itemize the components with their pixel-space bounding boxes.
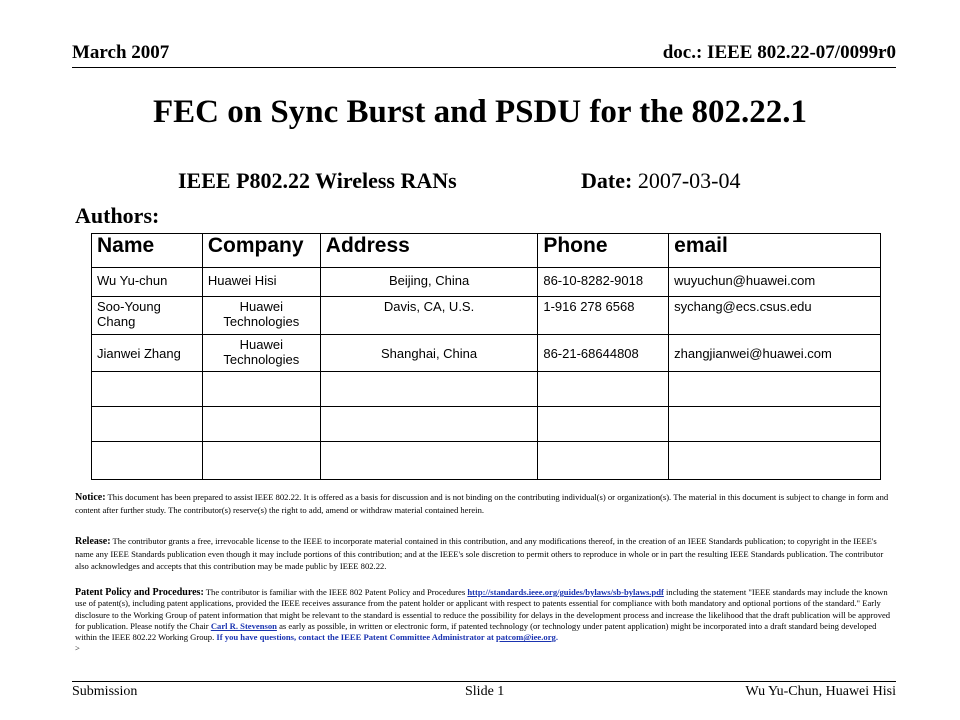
notice-label: Notice: [75,492,106,503]
policy-contact-text: If you have questions, contact the IEEE Patent Committee Administrator at [216,632,494,643]
col-header-company: Company [202,234,320,268]
policy-end: . [555,632,558,643]
authors-table-header [92,234,881,268]
author-company: Huawei Hisi [202,268,320,297]
date-value: 2007-03-04 [637,168,741,193]
chair-link[interactable]: Carl R. Stevenson [210,620,277,631]
col-header-phone: Phone [538,234,669,268]
author-email: wuyuchun@huawei.com [669,268,881,297]
date-field [581,168,740,194]
table-row-empty [92,372,881,407]
footer-submission: Submission [72,684,138,699]
author-address: Beijing, China [320,268,538,297]
footer-author: Wu Yu-Chun, Huawei Hisi [745,684,896,699]
table-row [92,268,881,297]
col-header-email: email [669,234,881,268]
release-label: Release: [75,536,111,547]
table-row-empty [92,407,881,442]
policy-text-2: including the statement "IEEE standards may include the known use of patent(s), including patent applications, provided the IEEE receives assurance from the patent holder or applicant with respect to patents essential for compliance with both mandatory and optional portions of the standard." Early disclosure to the Working Group of patent information that might be relevant to the standard is essential to reduce the possibility for delays in the development process and increase the likelihood that the draft publication will be approved for publication. Please notify the Chair [75,587,891,631]
author-address: Shanghai, China [320,335,538,372]
col-header-name: Name [92,234,203,268]
working-group: IEEE P802.22 Wireless RANs [178,168,457,193]
author-email: sychang@ecs.csus.edu [669,297,881,335]
policy-text-3: as early as possible, in written or electronic form, if patented technology (or technology under patent application) might be incorporated into a draft standard being developed within the IEEE 802.22 Working Group. [75,620,877,643]
authors-table [91,233,881,480]
author-name: Wu Yu-chun [92,268,203,297]
author-name: Soo-Young Chang [92,297,203,335]
table-row [92,297,881,335]
release-paragraph [75,535,895,572]
notice-paragraph [75,491,895,516]
author-name: Jianwei Zhang [92,335,203,372]
policy-label: Patent Policy and Procedures: [75,587,204,598]
date-label: Date: [581,168,633,193]
author-phone: 86-10-8282-9018 [538,268,669,297]
col-header-address: Address [320,234,538,268]
notice-text: This document has been prepared to assist IEEE 802.22. It is offered as a basis for discussion and is not binding on the contributing individual(s) or organization(s). The material in this document is subject to change in form and content after further study. The contributor(s) reserve(s) the right to add, amend or withdraw material contained herein. [75,492,889,515]
author-phone: 86-21-68644808 [538,335,669,372]
release-text: The contributor grants a free, irrevocable license to the IEEE to incorporate material contained in this contribution, and any modifications thereof, in the creation of an IEEE Standards publication; to copyright in the IEEE's name any IEEE Standards publication even though it may include portions of this contribution; and at the IEEE's sole discretion to permit others to reproduce in whole or in part the resulting IEEE Standards publication. The contributor also acknowledges and accepts that this contribution may be made public by IEEE 802.22. [75,536,884,571]
footer-slide-number: Slide 1 [465,684,505,699]
patcom-email-link[interactable]: patcom@iee.org [496,632,556,643]
header-doc-id: doc.: IEEE 802.22-07/0099r0 [662,42,896,63]
table-row [92,335,881,372]
bylaws-link[interactable]: http://standards.ieee.org/guides/bylaws/sb-bylaws.pdf [467,587,664,597]
policy-tail: > [75,643,80,654]
slide-title: FEC on Sync Burst and PSDU for the 802.22.1 [153,94,807,130]
patent-policy-paragraph [75,587,895,655]
author-phone: 1-916 278 6568 [538,297,669,335]
author-email: zhangjianwei@huawei.com [669,335,881,372]
footer-divider [72,681,896,682]
authors-label: Authors: [75,203,160,228]
author-company: Huawei Technologies [202,297,320,335]
author-company: Huawei Technologies [202,335,320,372]
header-date: March 2007 [72,42,170,63]
header-divider [72,67,896,68]
author-address: Davis, CA, U.S. [320,297,538,335]
policy-text-1: The contributor is familiar with the IEEE 802 Patent Policy and Procedures [205,587,466,597]
table-row-empty [92,442,881,480]
